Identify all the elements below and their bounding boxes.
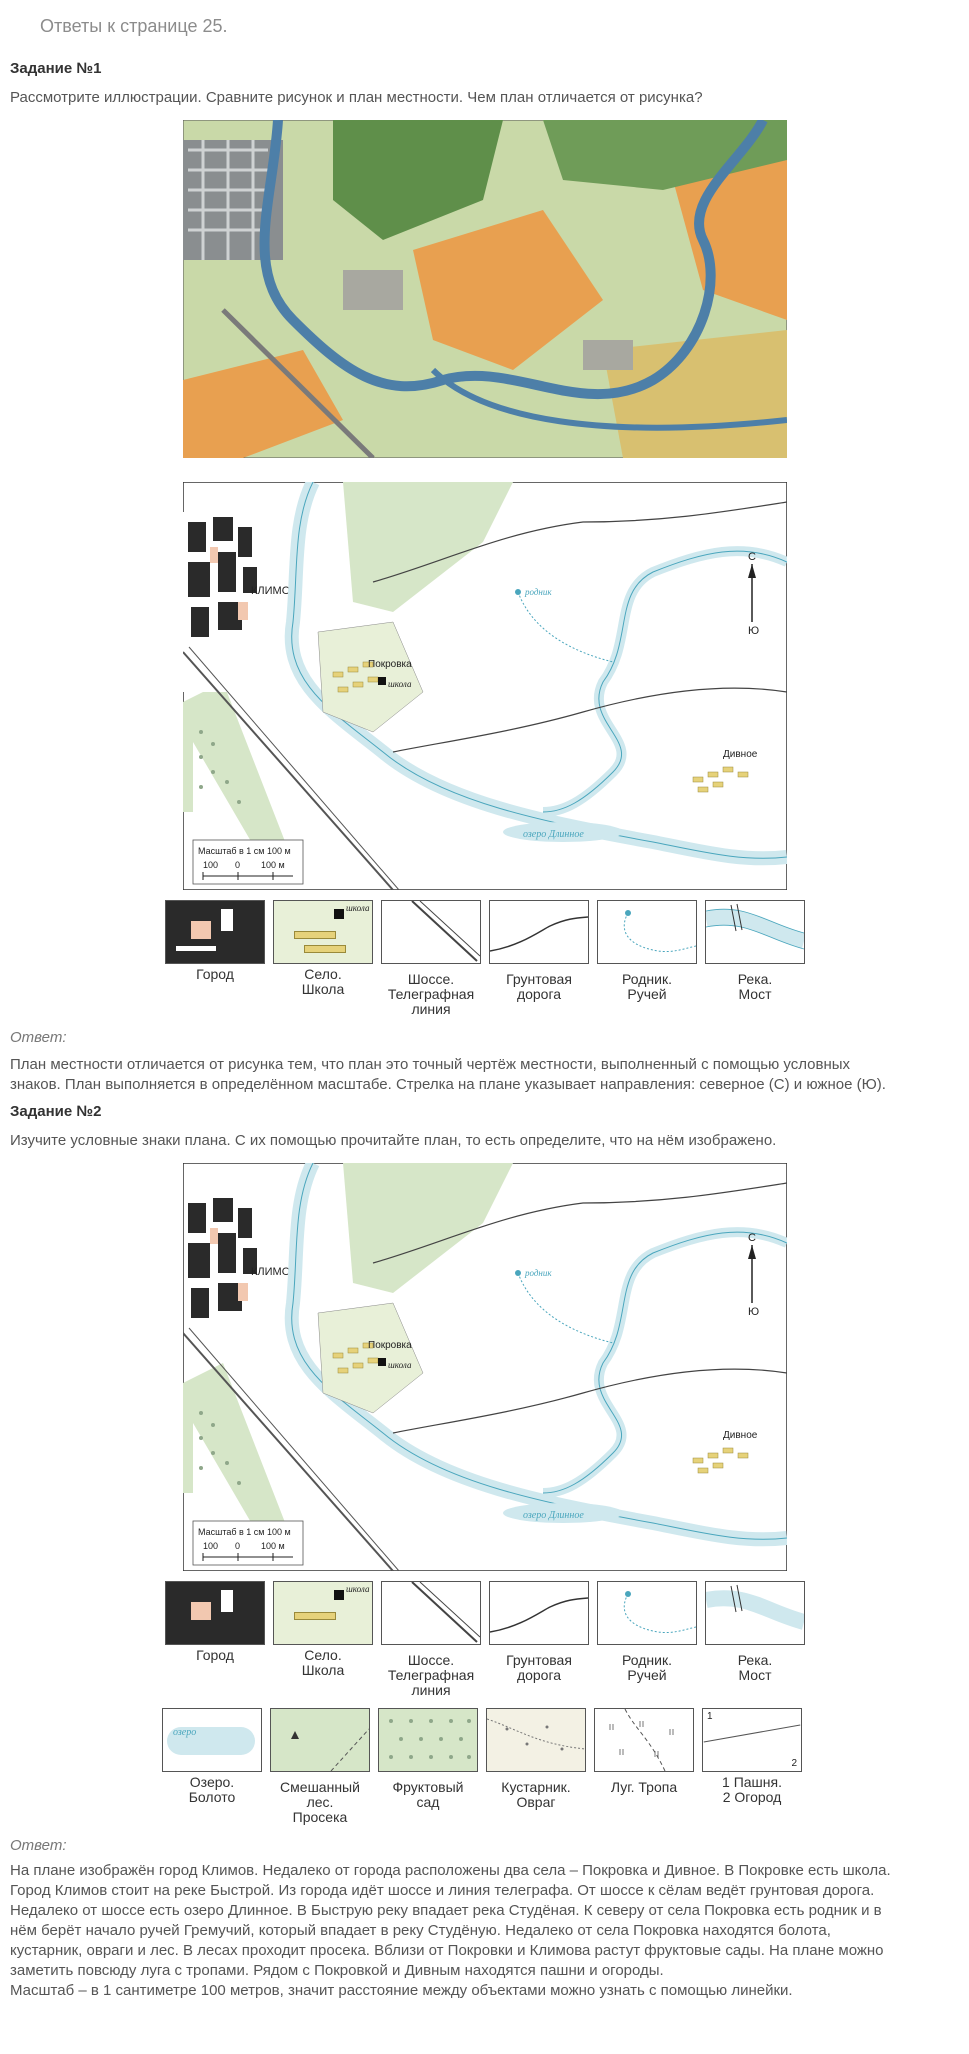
legend-village-school-text: школа xyxy=(346,903,370,913)
map-scale-title: Масштаб в 1 см 100 м xyxy=(197,846,291,856)
legend-item-orchard xyxy=(378,1708,478,1825)
legend2-village-label: Село. Школа xyxy=(301,1647,345,1678)
legend-item-arable xyxy=(702,1708,802,1825)
legend-item-city xyxy=(165,900,265,1017)
legend2-highway-swatch xyxy=(381,1581,481,1645)
legend2-item-spring xyxy=(597,1581,697,1698)
legend-lake-swatch xyxy=(162,1708,262,1772)
legend-meadow-swatch xyxy=(594,1708,694,1772)
legend-village-label: Село. Школа xyxy=(301,966,345,997)
map2-north-label: С xyxy=(747,1232,756,1244)
legend-lake-label: Озеро. Болото xyxy=(188,1774,236,1805)
legend-arable-text-1: 1 xyxy=(707,1711,713,1722)
task1-answer-line-1: План местности отличается от рисунка тем, что план это точный чертёж местности, выполненный с помощью условных xyxy=(10,1056,851,1073)
map-village1-label: Покровка xyxy=(367,659,412,670)
legend2-item-highway xyxy=(381,1581,481,1698)
legend-item-river xyxy=(705,900,805,1017)
area-plan-1 xyxy=(183,482,787,890)
legend-arable-label: 1 Пашня. 2 Огород xyxy=(722,1774,782,1805)
map2-scale-tick-zero: 0 xyxy=(234,1541,240,1551)
legend-dirt-road-swatch xyxy=(489,900,589,964)
legend2-city-label: Город xyxy=(196,1647,234,1663)
task2-question: Изучите условные знаки плана. С их помощью прочитайте план, то есть определите, что на нём изображено. xyxy=(10,1132,777,1149)
legend-forest-label: Смешанный лес. Просека xyxy=(280,1779,360,1825)
map-scale-tick-zero: 0 xyxy=(234,860,240,870)
legend-river-swatch xyxy=(705,900,805,964)
task2-answer-line-3: Недалеко от шоссе есть озеро Длинное. В Быструю реку впадает река Студёная. К северу от села Покровка есть родник и в xyxy=(10,1902,882,1919)
task2-answer-line-7: Масштаб – в 1 сантиметре 100 метров, значит расстояние между объектами можно узнать с помощью линейки. xyxy=(10,1982,793,1999)
legend2-spring-swatch xyxy=(597,1581,697,1645)
legend-highway-label: Шоссе. Телеграфная линия xyxy=(387,971,475,1017)
map-scale-tick-left: 100 xyxy=(202,860,218,870)
map2-south-label: Ю xyxy=(747,1306,759,1318)
legend-orchard-label: Фруктовый сад xyxy=(392,1779,464,1810)
legend2-spring-label: Родник. Ручей xyxy=(622,1652,672,1683)
legend-city-label: Город xyxy=(196,966,234,982)
legend-village-swatch xyxy=(273,900,373,964)
legend2-village-swatch xyxy=(273,1581,373,1645)
legend-orchard-swatch xyxy=(378,1708,478,1772)
legend-highway-swatch xyxy=(381,900,481,964)
legend2-river-label: Река. Мост xyxy=(737,1652,773,1683)
legend-forest-swatch xyxy=(270,1708,370,1772)
map-lake-label: озеро Длинное xyxy=(522,829,584,840)
legend-arable-text-2: 2 xyxy=(791,1758,797,1769)
map2-lake-label: озеро Длинное xyxy=(522,1510,584,1521)
map2-village2-label: Дивное xyxy=(722,1430,757,1441)
landscape-illustration xyxy=(183,120,787,458)
legend2-highway-label: Шоссе. Телеграфная линия xyxy=(387,1652,475,1698)
legend2-river-swatch xyxy=(705,1581,805,1645)
legend-lake-text: озеро xyxy=(173,1727,197,1738)
legend2-item-river xyxy=(705,1581,805,1698)
legend-shrub-swatch xyxy=(486,1708,586,1772)
legend-row-1b xyxy=(165,1581,969,1698)
task2-answer-line-5: кустарник, овраги и лес. В лесах проходит просека. Вблизи от Покровки и Климова растут фруктовые сады. На плане можно xyxy=(10,1942,884,1959)
map2-spring-label: родник xyxy=(524,1268,552,1278)
legend-spring-swatch xyxy=(597,900,697,964)
legend-item-lake xyxy=(162,1708,262,1825)
legend2-item-city xyxy=(165,1581,265,1698)
legend-item-shrub xyxy=(486,1708,586,1825)
task2-answer-line-4: нём берёт начало ручей Гремучий, который впадает в реку Студёную. Недалеко от села Покровка находятся болота, xyxy=(10,1922,831,1939)
task1-question: Рассмотрите иллюстрации. Сравните рисунок и план местности. Чем план отличается от рисунка? xyxy=(10,89,703,106)
legend2-dirt-road-swatch xyxy=(489,1581,589,1645)
task1-title: Задание №1 xyxy=(10,60,102,77)
legend-row-1 xyxy=(165,900,969,1017)
legend-item-dirt-road xyxy=(489,900,589,1017)
legend2-item-village xyxy=(273,1581,373,1698)
task2-answer-line-6: заметить повсюду луга с тропами. Рядом с Покровкой и Дивным находятся пашни и огороды. xyxy=(10,1962,664,1979)
task2-answer-label: Ответ: xyxy=(10,1837,67,1854)
legend-meadow-label: Луг. Тропа xyxy=(610,1779,678,1795)
legend-item-forest xyxy=(270,1708,370,1825)
legend-arable-swatch xyxy=(702,1708,802,1772)
legend-spring-label: Родник. Ручей xyxy=(622,971,672,1002)
map2-village1-label: Покровка xyxy=(367,1340,412,1351)
map-south-label: Ю xyxy=(747,625,759,637)
legend-item-highway xyxy=(381,900,481,1017)
legend2-village-school-text: школа xyxy=(346,1584,370,1594)
task2-answer-line-1: На плане изображён город Климов. Недалеко от города расположены два села – Покровка и Дивное. В Покровке есть школа. xyxy=(10,1862,891,1879)
legend-city-swatch xyxy=(165,900,265,964)
area-plan-2 xyxy=(183,1163,787,1571)
legend2-dirt-road-label: Грунтовая дорога xyxy=(506,1652,572,1683)
map2-scale-title: Масштаб в 1 см 100 м xyxy=(197,1527,291,1537)
map-scale-tick-right: 100 м xyxy=(260,860,285,870)
map-village2-label: Дивное xyxy=(722,749,757,760)
legend-item-village xyxy=(273,900,373,1017)
page-title: Ответы к странице 25. xyxy=(40,16,228,36)
map2-scale-tick-right: 100 м xyxy=(260,1541,285,1551)
legend-shrub-label: Кустарник. Овраг xyxy=(501,1779,571,1810)
map-spring-label: родник xyxy=(524,587,552,597)
legend-dirt-road-label: Грунтовая дорога xyxy=(506,971,572,1002)
map2-scale-tick-left: 100 xyxy=(202,1541,218,1551)
legend2-item-dirt-road xyxy=(489,1581,589,1698)
map-north-label: С xyxy=(747,551,756,563)
task1-answer-line-2: знаков. План выполняется в определённом масштабе. Стрелка на плане указывает направления: северное (С) и южное (Ю). xyxy=(10,1076,886,1093)
map-town-label: КЛИМОВ xyxy=(250,585,298,597)
legend-item-spring xyxy=(597,900,697,1017)
map2-school-label: школа xyxy=(387,1360,411,1370)
legend-row-2 xyxy=(162,1708,969,1825)
legend2-city-swatch xyxy=(165,1581,265,1645)
task1-answer-label: Ответ: xyxy=(10,1029,67,1046)
task2-title: Задание №2 xyxy=(10,1103,102,1120)
map-school-label: школа xyxy=(387,679,411,689)
legend-river-label: Река. Мост xyxy=(737,971,773,1002)
task2-answer-line-2: Город Климов стоит на реке Быстрой. Из города идёт шоссе и линия телеграфа. От шоссе к сёлам ведёт грунтовая дорога. xyxy=(10,1882,875,1899)
legend-item-meadow xyxy=(594,1708,694,1825)
map2-town-label: КЛИМОВ xyxy=(250,1266,298,1278)
